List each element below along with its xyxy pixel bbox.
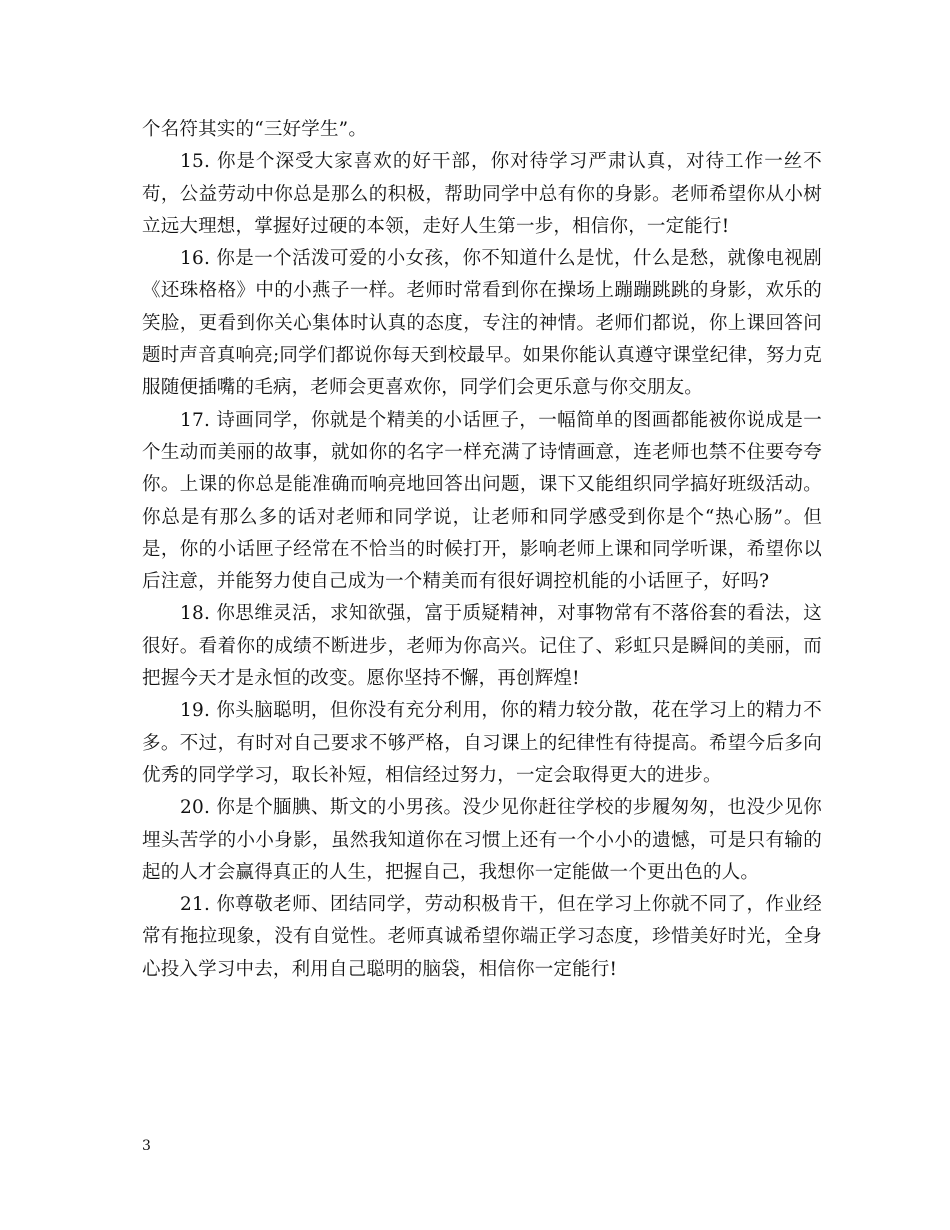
paragraph-item-19: 19. 你头脑聪明，但你没有充分利用，你的精力较分散，花在学习上的精力不多。不过，有时对自己要求不够严格，自习课上的纪律性有待提高。希望今后多向优秀的同学学习，取长补短，相信经过努力，一定会取得更大的进步。: [142, 700, 822, 786]
paragraph-item-18: 18. 你思维灵活，求知欲强，富于质疑精神，对事物常有不落俗套的看法，这很好。看着你的成绩不断进步，老师为你高兴。记住了、彩虹只是瞬间的美丽，而把握今天才是永恒的改变。愿你坚持不懈，再创辉煌!: [142, 603, 822, 690]
document-body: [142, 114, 822, 986]
paragraph-item-21: 21. 你尊敬老师、团结同学，劳动积极肯干，但在学习上你就不同了，作业经常有拖拉现象，没有自觉性。老师真诚希望你端正学习态度，珍惜美好时光，全身心投入学习中去，利用自己聪明的脑袋，相信你一定能行!: [142, 894, 822, 980]
paragraph-continuation: 个名符其实的“三好学生”。: [142, 119, 368, 140]
paragraph-item-15: 15. 你是个深受大家喜欢的好干部，你对待学习严肃认真，对待工作一丝不苟，公益劳动中你总是那么的积极，帮助同学中总有你的身影。老师希望你从小树立远大理想，掌握好过硬的本领，走好人生第一步，相信你，一定能行!: [142, 151, 822, 237]
paragraph-item-20: 20. 你是个腼腆、斯文的小男孩。没少见你赶往学校的步履匆匆，也没少见你埋头苦学的小小身影，虽然我知道你在习惯上还有一个小小的遗憾，可是只有输的起的人才会赢得真正的人生，把握自己，我想你一定能做一个更出色的人。: [142, 797, 822, 883]
page-number: 3: [142, 1138, 151, 1154]
paragraph-item-17: 17. 诗画同学，你就是个精美的小话匣子，一幅简单的图画都能被你说成是一个生动而美丽的故事，就如你的名字一样充满了诗情画意，连老师也禁不住要夸夸你。上课的你总是能准确而响亮地回答出问题，课下又能组织同学搞好班级活动。你总是有那么多的话对老师和同学说，让老师和同学感受到你是个“热心肠”。但是，你的小话匣子经常在不恰当的时候打开，影响老师上课和同学听课，希望你以后注意，并能努力使自己成为一个精美而有很好调控机能的小话匣子，好吗?: [142, 409, 822, 593]
paragraph-item-16: 16. 你是一个活泼可爱的小女孩，你不知道什么是忧，什么是愁，就像电视剧《还珠格格》中的小燕子一样。老师时常看到你在操场上蹦蹦跳跳的身影，欢乐的笑脸，更看到你关心集体时认真的态度，专注的神情。老师们都说，你上课回答问题时声音真响亮;同学们都说你每天到校最早。如果你能认真遵守课堂纪律，努力克服随便插嘴的毛病，老师会更喜欢你，同学们会更乐意与你交朋友。: [142, 248, 822, 399]
